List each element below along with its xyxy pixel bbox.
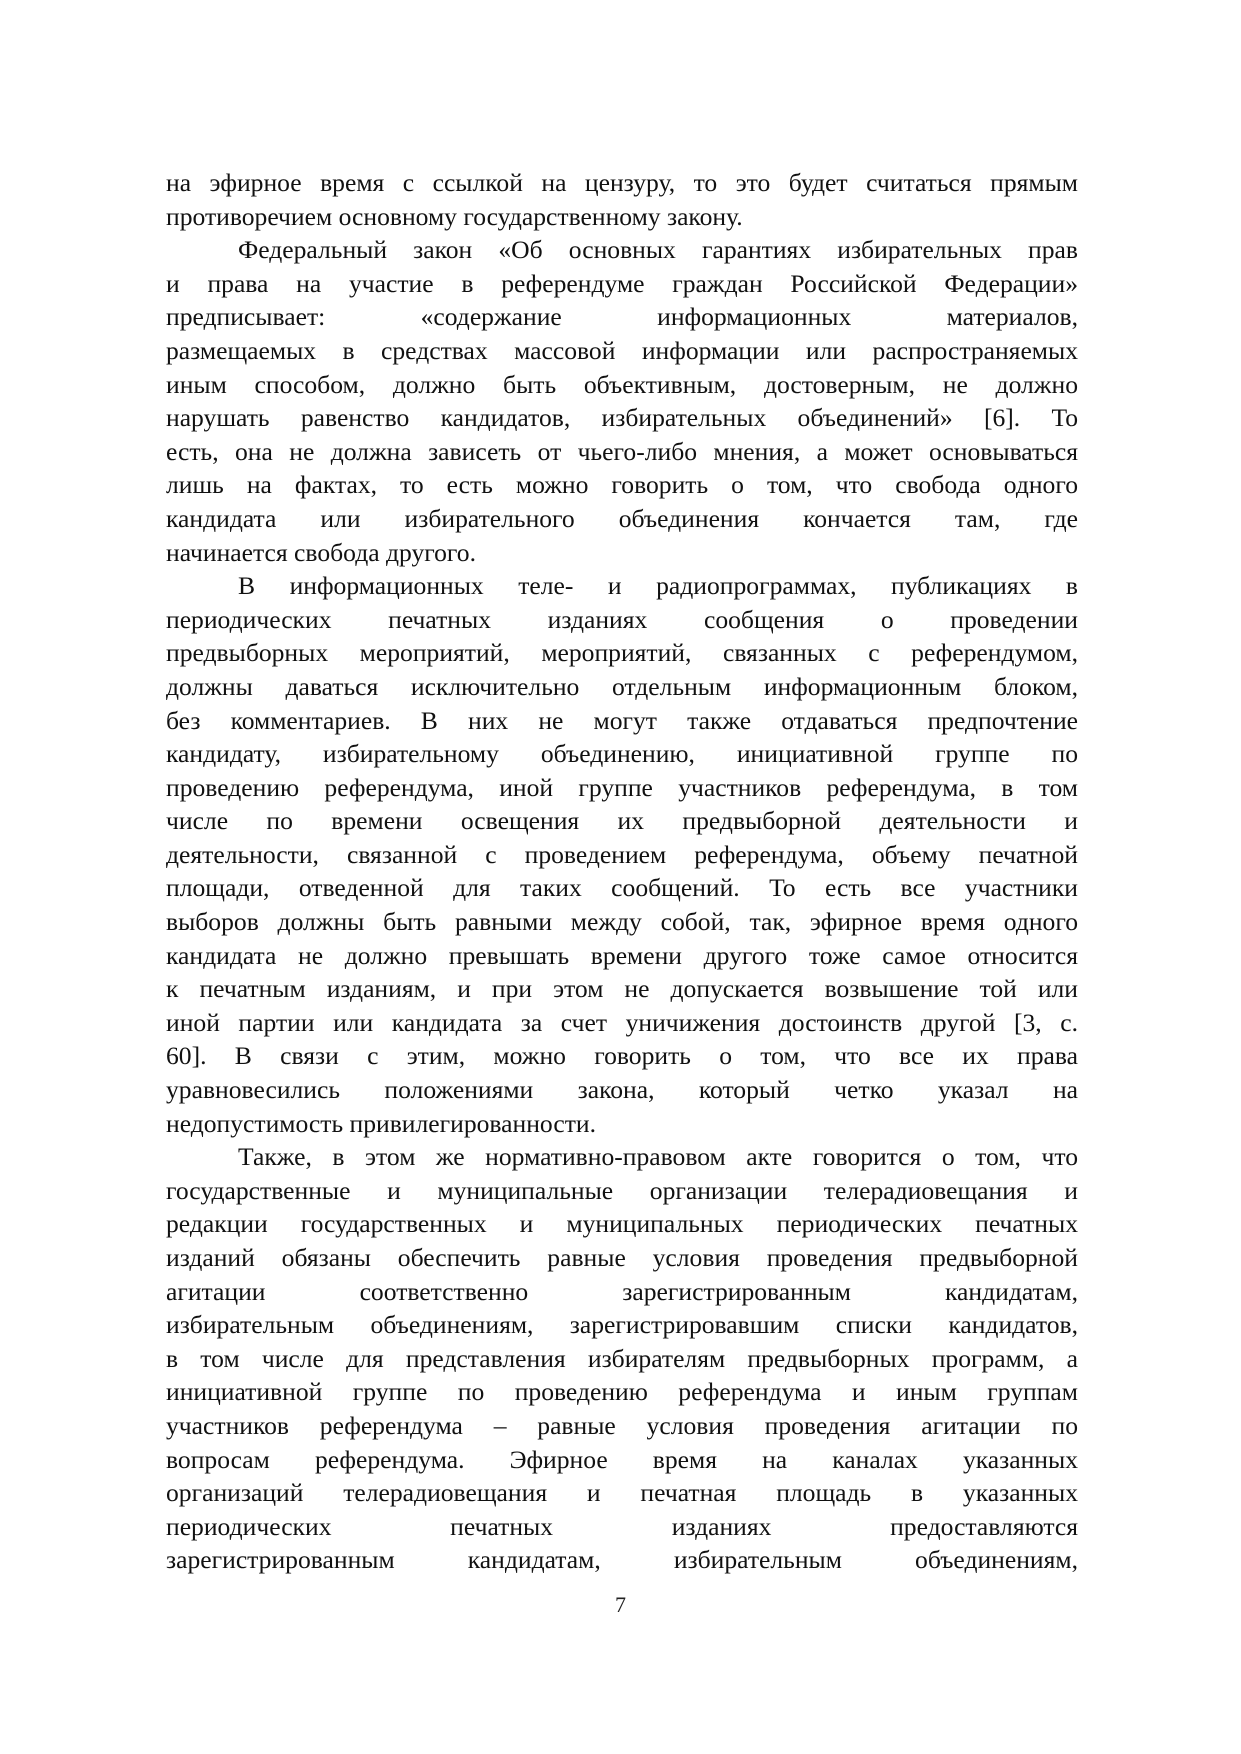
- text-line: организаций телерадиовещания и печатная площадь в указанных: [166, 1478, 1078, 1508]
- text-line: инициативной группе по проведению референдума и иным группам: [166, 1377, 1078, 1407]
- text-line: 60]. В связи с этим, можно говорить о том, что все их права: [166, 1041, 1078, 1071]
- text-line: начинается свобода другого.: [166, 537, 476, 567]
- paragraph: [166, 1140, 1078, 1577]
- text-line: изданий обязаны обеспечить равные условия проведения предвыборной: [166, 1243, 1078, 1272]
- text-line: агитации соответственно зарегистрированным кандидатам,: [166, 1276, 1078, 1306]
- text-line: есть, она не должна зависеть от чьего-либо мнения, а может основываться: [166, 436, 1078, 466]
- page-number: 7: [615, 1592, 626, 1617]
- text-line: В информационных теле- и радиопрограммах, публикациях в: [238, 571, 1078, 601]
- text-line: на эфирное время с ссылкой на цензуру, то это будет считаться прямым: [166, 168, 1078, 197]
- text-line: числе по времени освещения их предвыборной деятельности и: [166, 806, 1078, 836]
- text-line: предвыборных мероприятий, мероприятий, связанных с референдумом,: [166, 638, 1078, 668]
- paragraph: [166, 166, 1078, 233]
- text-line: зарегистрированным кандидатам, избирательным объединениям,: [166, 1545, 1078, 1575]
- text-line: противоречием основному государственному закону.: [166, 201, 743, 231]
- text-line: государственные и муниципальные организации телерадиовещания и: [166, 1175, 1078, 1205]
- text-line: должны даваться исключительно отдельным информационным блоком,: [166, 671, 1078, 701]
- text-line: кандидата или избирательного объединения кончается там, где: [166, 503, 1078, 533]
- text-line: избирательным объединениям, зарегистрировавшим списки кандидатов,: [166, 1310, 1078, 1340]
- text-line: кандидату, избирательному объединению, инициативной группе по: [166, 739, 1078, 769]
- text-line: редакции государственных и муниципальных периодических печатных: [166, 1209, 1078, 1239]
- text-line: Федеральный закон «Об основных гарантиях избирательных прав: [238, 235, 1078, 265]
- paragraph: [166, 233, 1078, 569]
- text-line: проведению референдума, иной группе участников референдума, в том: [166, 772, 1078, 802]
- text-line: без комментариев. В них не могут также отдаваться предпочтение: [166, 705, 1078, 735]
- document-page: [166, 166, 1078, 1577]
- text-line: в том числе для представления избирателям предвыборных программ, а: [166, 1343, 1078, 1373]
- text-line: площади, отведенной для таких сообщений. То есть все участники: [166, 873, 1078, 903]
- text-line: кандидата не должно превышать времени другого тоже самое относится: [166, 940, 1078, 970]
- text-line: периодических печатных изданиях сообщения о проведении: [166, 604, 1078, 634]
- text-line: лишь на фактах, то есть можно говорить о том, что свобода одного: [166, 470, 1078, 500]
- text-line: недопустимость привилегированности.: [166, 1108, 596, 1138]
- text-line: к печатным изданиям, и при этом не допускается возвышение той или: [166, 974, 1078, 1004]
- text-line: уравновесились положениями закона, который четко указал на: [166, 1075, 1078, 1105]
- text-line: и права на участие в референдуме граждан Российской Федерации»: [166, 268, 1078, 298]
- text-line: вопросам референдума. Эфирное время на каналах указанных: [166, 1444, 1078, 1474]
- text-line: Также, в этом же нормативно-правовом акте говорится о том, что: [238, 1142, 1078, 1172]
- body-text: [166, 166, 1078, 1577]
- text-line: иной партии или кандидата за счет уничижения достоинств другой [3, с.: [166, 1007, 1078, 1037]
- text-line: участников референдума – равные условия проведения агитации по: [166, 1410, 1078, 1440]
- text-line: периодических печатных изданиях предоставляются: [166, 1511, 1078, 1541]
- paragraph: [166, 569, 1078, 1140]
- text-line: выборов должны быть равными между собой, так, эфирное время одного: [166, 907, 1078, 937]
- text-line: предписывает: «содержание информационных материалов,: [166, 302, 1078, 332]
- text-line: деятельности, связанной с проведением референдума, объему печатной: [166, 839, 1078, 869]
- text-line: иным способом, должно быть объективным, достоверным, не должно: [166, 369, 1078, 399]
- text-line: размещаемых в средствах массовой информации или распространяемых: [166, 335, 1078, 365]
- text-line: нарушать равенство кандидатов, избирательных объединений» [6]. То: [166, 403, 1078, 433]
